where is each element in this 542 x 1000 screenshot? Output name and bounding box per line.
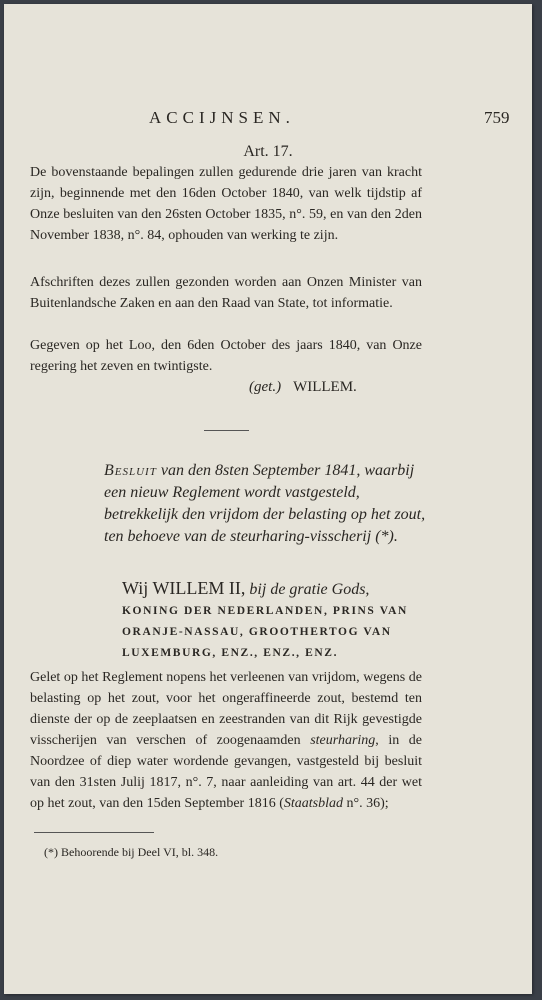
paragraph-4-c: , in de Noordzee of diep water wordende gevangen, vastgesteld bij besluit van den 31sten Julij 1817, n°. 7, naar aanleiding van art. 44 der wet op het zout, van den 15den September 1816 (	[30, 733, 422, 811]
paragraph-4-a: Gelet op het Reglement nopens het verleenen van vrijdom, wegens de belasting op het zout, voor het ongeraffineerde zout, bestemd ten dienste der op de zeeplaatsen en zeestranden van dit Rijk gevestigde visscherijen van verschen of zoogenaamden	[30, 670, 422, 748]
paragraph-4-d: Staatsblad	[283, 796, 344, 811]
section-rule	[204, 430, 249, 431]
paragraph-3: Gegeven op het Loo, den 6den October des jaars 1840, van Onze regering het zeven en twintigste.	[30, 338, 422, 374]
paragraph-2: Afschriften dezes zullen gezonden worden aan Onzen Minister van Buitenlandsche Zaken en aan den Raad van State, tot informatie.	[30, 275, 422, 311]
article-heading: Art. 17.	[243, 143, 293, 160]
royal-preamble	[122, 577, 427, 664]
footnote-rule	[34, 832, 154, 833]
paragraph-1: De bovenstaande bepalingen zullen gedurende drie jaren van kracht zijn, beginnende met den 16den October 1840, van welk tijdstip af Onze besluiten van den 26sten October 1835, n°. 59, en van den 2den November 1838, n°. 84, ophouden van werking te zijn.	[30, 165, 422, 243]
signature-get: (get.)	[249, 379, 282, 395]
document-page	[4, 4, 532, 994]
running-head: ACCIJNSEN.	[149, 108, 295, 127]
signature-name: WILLEM.	[293, 379, 357, 395]
besluit-text: van den 8sten September 1841, waarbij een nieuw Reglement wordt vastgesteld, betrekkelijk den vrijdom der belasting op het zout, ten behoeve van de steurharing-visscherij (*).	[104, 462, 426, 545]
signature	[249, 379, 357, 396]
royal-gratie: bij de gratie Gods,	[249, 581, 370, 598]
page-number: 759	[484, 108, 510, 127]
royal-titles: KONING DER NEDERLANDEN, PRINS VAN ORANJE-NASSAU, GROOTHERTOG VAN LUXEMBURG, ENZ., ENZ., ENZ.	[122, 605, 408, 659]
paragraph-4	[30, 667, 422, 814]
footnote: (*) Behoorende bij Deel VI, bl. 348.	[44, 845, 219, 859]
paragraph-4-e: n°. 36);	[343, 796, 389, 811]
besluit-heading	[104, 460, 434, 548]
royal-name: Wij WILLEM II,	[122, 578, 246, 598]
besluit-lead: Besluit	[104, 462, 157, 479]
paragraph-4-b: steurharing	[310, 733, 376, 748]
